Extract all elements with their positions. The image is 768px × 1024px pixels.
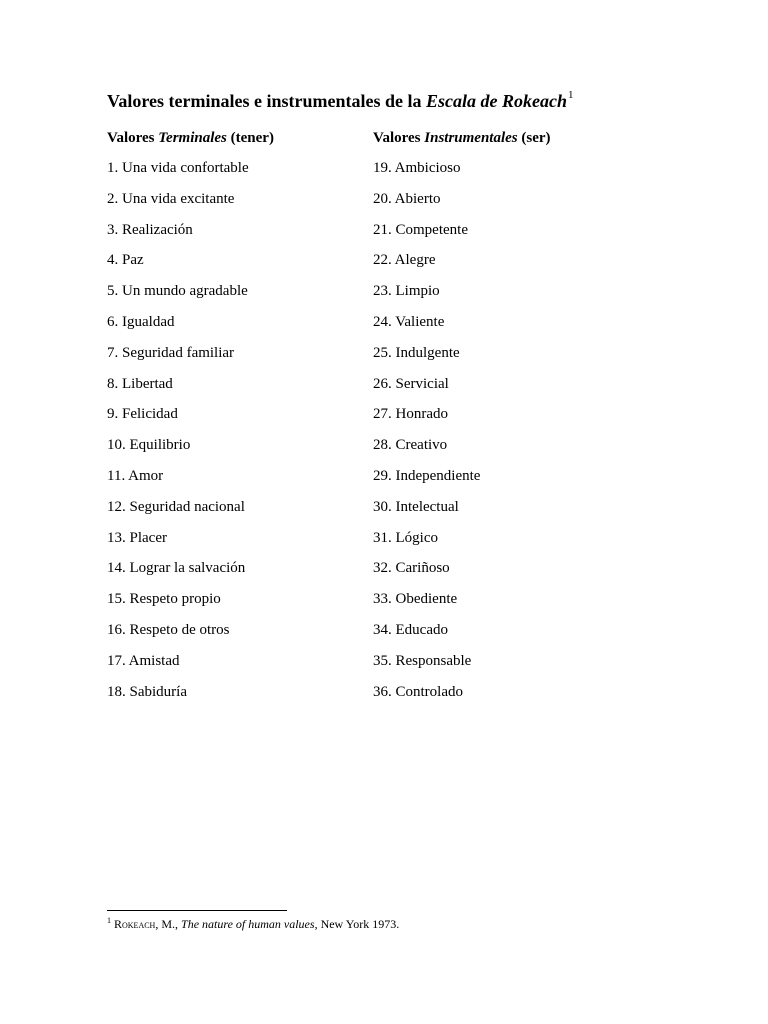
footnote-author: Rokeach	[114, 917, 156, 931]
title-footnote-ref: 1	[567, 89, 574, 101]
list-item: 23. Limpio	[373, 283, 440, 300]
instrumental-heading-prefix: Valores	[373, 130, 425, 146]
list-item: 34. Educado	[373, 621, 448, 638]
list-item: 1. Una vida confortable	[107, 160, 249, 176]
list-item: 6. Igualdad	[107, 313, 175, 330]
list-item: 21. Competente	[373, 221, 468, 238]
list-item: 3. Realización	[107, 221, 193, 238]
list-item: 8. Libertad	[107, 375, 173, 392]
footnote-number: 1	[107, 916, 111, 925]
list-item: 7. Seguridad familiar	[107, 344, 235, 361]
list-item: 26. Servicial	[373, 375, 449, 392]
terminal-heading-suffix: (tener)	[226, 130, 274, 146]
list-item: 29. Independiente	[373, 467, 481, 484]
list-item: 9. Felicidad	[107, 406, 178, 423]
document-title	[107, 88, 573, 114]
list-item: 18. Sabiduría	[107, 683, 187, 700]
terminal-values-column	[107, 127, 357, 711]
list-item: 33. Obediente	[373, 591, 458, 608]
footnote-separator	[107, 910, 287, 911]
list-item: 19. Ambicioso	[373, 160, 461, 176]
list-item: 15. Respeto propio	[107, 591, 221, 608]
list-item: 5. Un mundo agradable	[107, 283, 248, 300]
list-item: 27. Honrado	[373, 406, 448, 423]
footnote-author-suffix: , M.,	[155, 917, 182, 931]
list-item: 28. Creativo	[373, 437, 448, 454]
instrumental-values-heading	[373, 127, 673, 149]
list-item: 14. Lograr la salvación	[107, 560, 246, 577]
list-item: 35. Responsable	[373, 652, 472, 669]
footnote-book-title: The nature of human values	[181, 917, 315, 931]
list-item: 4. Paz	[107, 252, 144, 269]
list-item: 32. Cariñoso	[373, 560, 450, 577]
list-item: 36. Controlado	[373, 683, 463, 700]
list-item: 22. Alegre	[373, 252, 436, 269]
list-item: 31. Lógico	[373, 529, 438, 546]
list-item: 11. Amor	[107, 467, 164, 484]
instrumental-heading-suffix: (ser)	[517, 130, 551, 146]
list-item: 13. Placer	[107, 529, 167, 546]
list-item: 16. Respeto de otros	[107, 621, 230, 638]
list-item: 20. Abierto	[373, 190, 441, 207]
instrumental-heading-emphasis: Instrumentales	[424, 130, 518, 146]
terminal-heading-prefix: Valores	[107, 130, 159, 146]
title-emphasis: Escala de Rokeach	[425, 91, 567, 111]
instrumental-values-column	[373, 127, 673, 711]
footnote	[107, 915, 399, 933]
list-item: 10. Equilibrio	[107, 437, 191, 454]
title-text: Valores terminales e instrumentales de la	[107, 91, 426, 111]
list-item: 24. Valiente	[373, 313, 445, 330]
terminal-values-list	[107, 157, 357, 711]
footnote-publication: , New York 1973.	[314, 917, 400, 931]
list-item: 25. Indulgente	[373, 344, 460, 361]
list-item: 2. Una vida excitante	[107, 190, 235, 207]
list-item: 17. Amistad	[107, 652, 180, 669]
instrumental-values-list	[373, 157, 673, 711]
terminal-heading-emphasis: Terminales	[158, 130, 227, 146]
list-item: 12. Seguridad nacional	[107, 498, 245, 515]
terminal-values-heading	[107, 127, 357, 149]
list-item: 30. Intelectual	[373, 498, 459, 515]
